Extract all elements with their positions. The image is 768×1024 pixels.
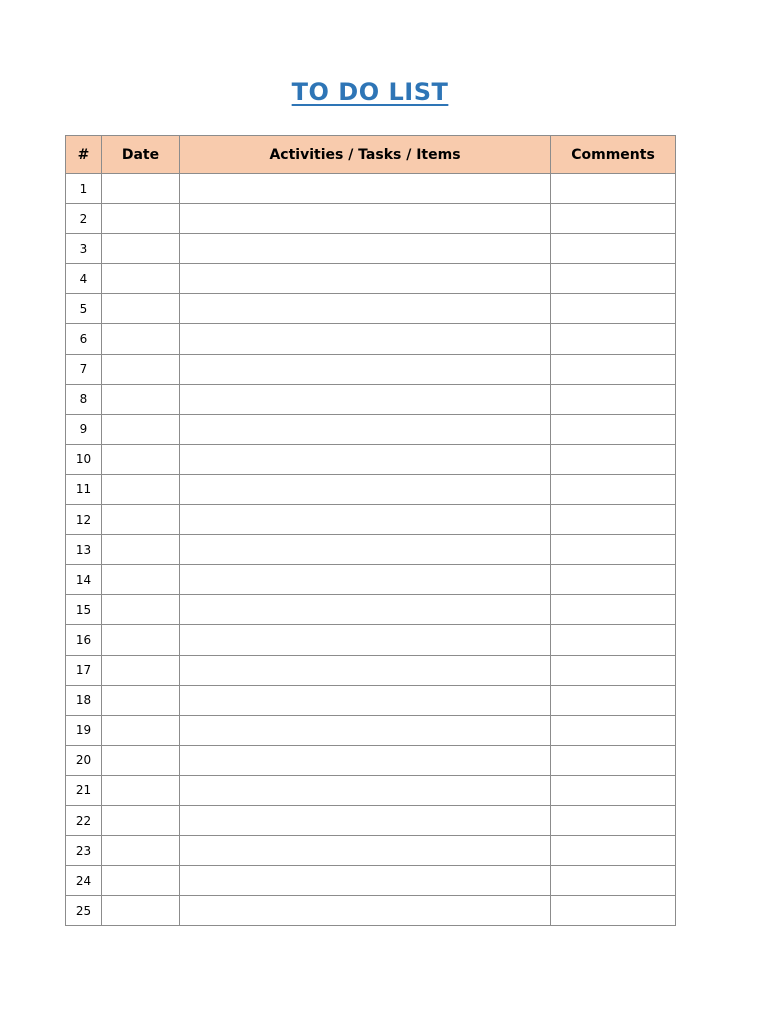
task-cell[interactable] xyxy=(180,324,551,354)
row-number-cell: 2 xyxy=(66,204,102,234)
row-number-cell: 15 xyxy=(66,595,102,625)
todo-table xyxy=(65,135,676,926)
task-cell[interactable] xyxy=(180,655,551,685)
comments-cell[interactable] xyxy=(551,745,676,775)
comments-cell[interactable] xyxy=(551,625,676,655)
table-row xyxy=(66,745,676,775)
date-cell[interactable] xyxy=(102,384,180,414)
date-cell[interactable] xyxy=(102,625,180,655)
row-number-cell: 6 xyxy=(66,324,102,354)
task-cell[interactable] xyxy=(180,384,551,414)
comments-cell[interactable] xyxy=(551,294,676,324)
comments-cell[interactable] xyxy=(551,444,676,474)
comments-cell[interactable] xyxy=(551,535,676,565)
table-row xyxy=(66,505,676,535)
date-cell[interactable] xyxy=(102,414,180,444)
date-cell[interactable] xyxy=(102,866,180,896)
task-cell[interactable] xyxy=(180,414,551,444)
row-number-cell: 13 xyxy=(66,535,102,565)
row-number-cell: 16 xyxy=(66,625,102,655)
comments-cell[interactable] xyxy=(551,414,676,444)
date-cell[interactable] xyxy=(102,805,180,835)
comments-cell[interactable] xyxy=(551,775,676,805)
table-body xyxy=(66,174,676,926)
date-cell[interactable] xyxy=(102,294,180,324)
comments-cell[interactable] xyxy=(551,354,676,384)
date-cell[interactable] xyxy=(102,354,180,384)
task-cell[interactable] xyxy=(180,595,551,625)
task-cell[interactable] xyxy=(180,204,551,234)
row-number-cell: 14 xyxy=(66,565,102,595)
task-cell[interactable] xyxy=(180,625,551,655)
table-row xyxy=(66,264,676,294)
task-cell[interactable] xyxy=(180,535,551,565)
row-number-cell: 3 xyxy=(66,234,102,264)
row-number-cell: 21 xyxy=(66,775,102,805)
comments-cell[interactable] xyxy=(551,234,676,264)
task-cell[interactable] xyxy=(180,745,551,775)
table-row xyxy=(66,836,676,866)
comments-cell[interactable] xyxy=(551,204,676,234)
comments-cell[interactable] xyxy=(551,384,676,414)
comments-cell[interactable] xyxy=(551,655,676,685)
date-cell[interactable] xyxy=(102,174,180,204)
row-number-cell: 24 xyxy=(66,866,102,896)
table-row xyxy=(66,655,676,685)
task-cell[interactable] xyxy=(180,264,551,294)
table-row xyxy=(66,715,676,745)
row-number-cell: 7 xyxy=(66,354,102,384)
comments-cell[interactable] xyxy=(551,565,676,595)
comments-cell[interactable] xyxy=(551,836,676,866)
comments-cell[interactable] xyxy=(551,174,676,204)
header-comments: Comments xyxy=(551,136,676,174)
date-cell[interactable] xyxy=(102,595,180,625)
date-cell[interactable] xyxy=(102,685,180,715)
comments-cell[interactable] xyxy=(551,324,676,354)
date-cell[interactable] xyxy=(102,745,180,775)
table-row xyxy=(66,234,676,264)
date-cell[interactable] xyxy=(102,896,180,926)
comments-cell[interactable] xyxy=(551,896,676,926)
table-row xyxy=(66,354,676,384)
task-cell[interactable] xyxy=(180,836,551,866)
row-number-cell: 10 xyxy=(66,444,102,474)
row-number-cell: 5 xyxy=(66,294,102,324)
table-row xyxy=(66,896,676,926)
row-number-cell: 8 xyxy=(66,384,102,414)
comments-cell[interactable] xyxy=(551,595,676,625)
row-number-cell: 22 xyxy=(66,805,102,835)
date-cell[interactable] xyxy=(102,655,180,685)
header-number: # xyxy=(66,136,102,174)
date-cell[interactable] xyxy=(102,204,180,234)
task-cell[interactable] xyxy=(180,565,551,595)
task-cell[interactable] xyxy=(180,234,551,264)
row-number-cell: 4 xyxy=(66,264,102,294)
table-row xyxy=(66,294,676,324)
table-header-row xyxy=(66,136,676,174)
table-row xyxy=(66,414,676,444)
task-cell[interactable] xyxy=(180,294,551,324)
row-number-cell: 19 xyxy=(66,715,102,745)
table-row xyxy=(66,474,676,504)
task-cell[interactable] xyxy=(180,685,551,715)
row-number-cell: 20 xyxy=(66,745,102,775)
task-cell[interactable] xyxy=(180,896,551,926)
task-cell[interactable] xyxy=(180,715,551,745)
header-date: Date xyxy=(102,136,180,174)
row-number-cell: 1 xyxy=(66,174,102,204)
date-cell[interactable] xyxy=(102,474,180,504)
page-title: TO DO LIST xyxy=(291,78,449,106)
task-cell[interactable] xyxy=(180,474,551,504)
row-number-cell: 18 xyxy=(66,685,102,715)
row-number-cell: 9 xyxy=(66,414,102,444)
date-cell[interactable] xyxy=(102,324,180,354)
table-row xyxy=(66,625,676,655)
date-cell[interactable] xyxy=(102,775,180,805)
table-row xyxy=(66,565,676,595)
comments-cell[interactable] xyxy=(551,264,676,294)
table-row xyxy=(66,324,676,354)
comments-cell[interactable] xyxy=(551,805,676,835)
table-row xyxy=(66,805,676,835)
date-cell[interactable] xyxy=(102,535,180,565)
comments-cell[interactable] xyxy=(551,866,676,896)
comments-cell[interactable] xyxy=(551,715,676,745)
table-row xyxy=(66,595,676,625)
row-number-cell: 17 xyxy=(66,655,102,685)
table-row xyxy=(66,866,676,896)
table-row xyxy=(66,535,676,565)
row-number-cell: 11 xyxy=(66,474,102,504)
row-number-cell: 23 xyxy=(66,836,102,866)
table-row xyxy=(66,444,676,474)
header-task: Activities / Tasks / Items xyxy=(180,136,551,174)
task-cell[interactable] xyxy=(180,174,551,204)
comments-cell[interactable] xyxy=(551,685,676,715)
comments-cell[interactable] xyxy=(551,505,676,535)
task-cell[interactable] xyxy=(180,505,551,535)
table-row xyxy=(66,685,676,715)
date-cell[interactable] xyxy=(102,715,180,745)
row-number-cell: 12 xyxy=(66,505,102,535)
task-cell[interactable] xyxy=(180,775,551,805)
task-cell[interactable] xyxy=(180,866,551,896)
row-number-cell: 25 xyxy=(66,896,102,926)
table-row xyxy=(66,204,676,234)
table-row xyxy=(66,775,676,805)
date-cell[interactable] xyxy=(102,505,180,535)
task-cell[interactable] xyxy=(180,354,551,384)
comments-cell[interactable] xyxy=(551,474,676,504)
date-cell[interactable] xyxy=(102,234,180,264)
table-row xyxy=(66,174,676,204)
date-cell[interactable] xyxy=(102,264,180,294)
task-cell[interactable] xyxy=(180,805,551,835)
date-cell[interactable] xyxy=(102,836,180,866)
task-cell[interactable] xyxy=(180,444,551,474)
date-cell[interactable] xyxy=(102,444,180,474)
date-cell[interactable] xyxy=(102,565,180,595)
table-row xyxy=(66,384,676,414)
